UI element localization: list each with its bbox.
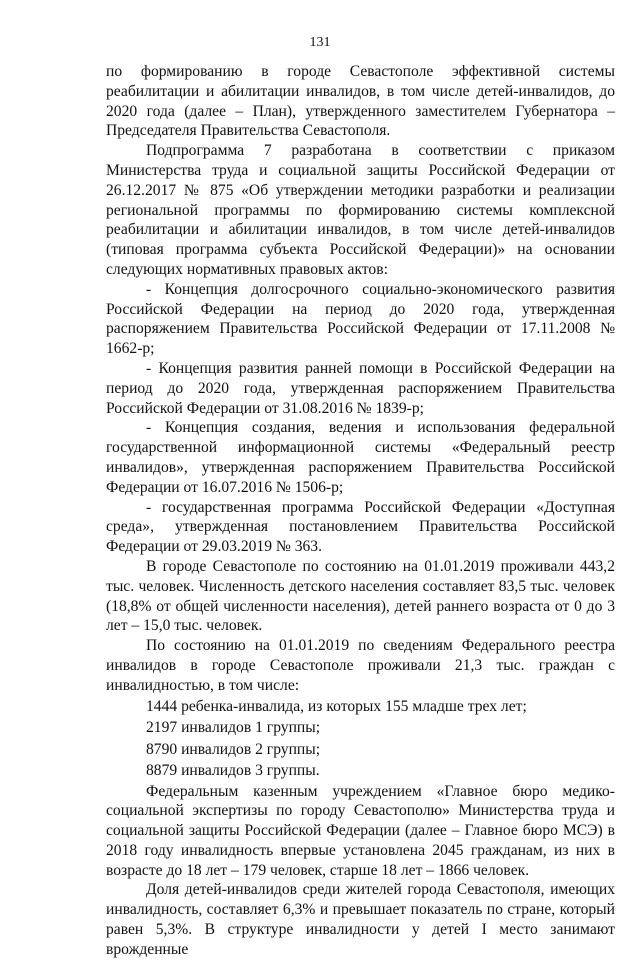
list-line-group-2: 8790 инвалидов 2 группы; [146,740,321,758]
list-item-concept-long-term-development: - Концепция долгосрочного социально-экономического развития Российской Федерации на период до 2020 года, утвержденная распоряжением Правительства Российской Федерации от 17.11.2008 № 1662-р; [106,280,615,358]
list-item-concept-federal-registry: - Концепция создания, ведения и использования федеральной государственной информационной системы «Федеральный реестр инвалидов», утвержденная распоряжением Правительства Российской Федерации от 16.07.2016 № 1506-р; [106,419,615,496]
list-line-group-1: 2197 инвалидов 1 группы; [146,719,321,736]
list-item-program-accessible-environment: - государственная программа Российской Федерации «Доступная среда», утвержденная постановлением Правительства Российской Федерации от 29.03.2019 № 363. [106,498,615,556]
paragraph-population-statistics: В городе Севастополе по состоянию на 01.01.2019 проживали 443,2 тыс. человек. Численность детского населения составляет 83,5 тыс. человек (18,8% от общей численности населения), детей раннего возраста от 0 до 3 лет – 15,0 тыс. человек. [106,557,615,635]
paragraph-plan-continuation: по формированию в городе Севастополе эффективной системы реабилитации и абилитации инвалидов, в том числе детей-инвалидов, до 2020 года (далее – План), утвержденного заместителем Губернатора – Председателя Правительства Севастополя. [106,63,615,140]
paragraph-mse-bureau: Федеральным казенным учреждением «Главное бюро медико-социальной экспертизы по городу Севастополю» Министерства труда и социальной защиты Российской Федерации (далее – Главное бюро МСЭ) в 2018 году инвалидность впервые установлена 2045 гражданам, из них в возрасте до 18 лет – 179 человек, старше 18 лет – 1866 человек. [106,782,615,879]
list-line-children-disabled: 1444 ребенка-инвалида, из которых 155 младше трех лет; [146,697,527,715]
document-body [106,62,615,960]
list-item-concept-early-help: - Концепция развития ранней помощи в Российской Федерации на период до 2020 года, утвержденная распоряжением Правительства Российской Федерации от 31.08.2016 № 1839-р; [106,359,615,417]
page-number: 131 [309,35,331,50]
paragraph-subprogram-basis: Подпрограмма 7 разработана в соответствии с приказом Министерства труда и социальной защиты Российской Федерации от 26.12.2017 № 875 «Об утверждении методики разработки и реализации региональной программы по формированию системы комплексной реабилитации и абилитации инвалидов, в том числе детей-инвалидов (типовая программа субъекта Российской Федерации)» на основании следующих нормативных правовых актов: [106,142,615,278]
paragraph-disability-registry: По состоянию на 01.01.2019 по сведениям Федерального реестра инвалидов в городе Севастополе проживали 21,3 тыс. граждан с инвалидностью, в том числе: [106,637,615,694]
paragraph-children-disability-share: Доля детей-инвалидов среди жителей города Севастополя, имеющих инвалидность, составляет 6,3% и превышает показатель по стране, который равен 5,3%. В структуре инвалидности у детей I место занимают врожденные [106,881,615,958]
list-line-group-3: 8879 инвалидов 3 группы. [146,762,320,779]
